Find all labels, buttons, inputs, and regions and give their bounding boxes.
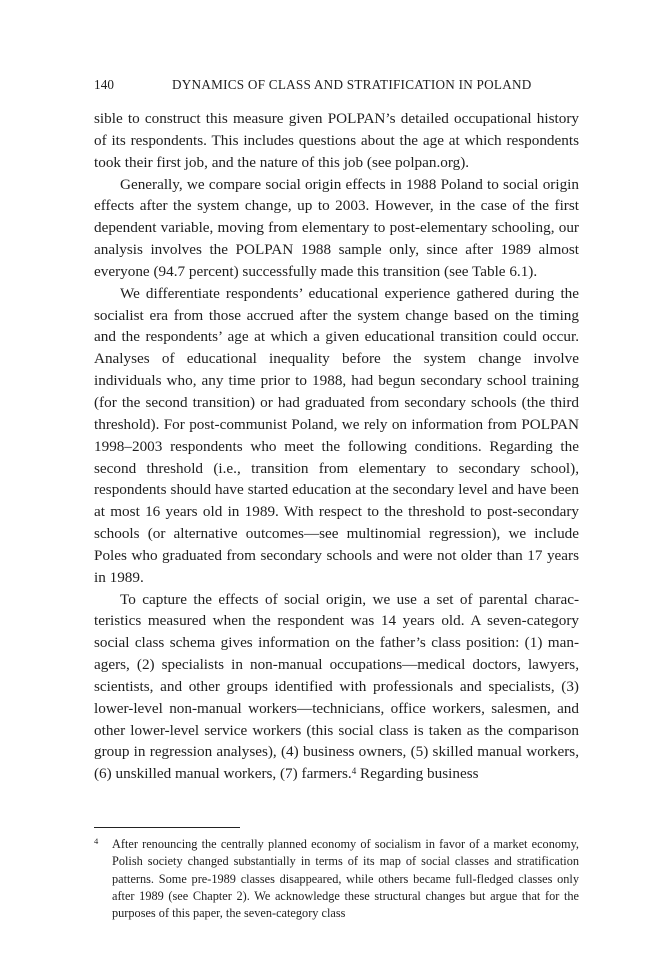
running-title: DYNAMICS OF CLASS AND STRATIFICATION IN POLAND [172, 77, 532, 92]
paragraph-4 [94, 589, 579, 786]
footnote-reference-4: 4 [351, 766, 357, 777]
footnote-marker: 4 [94, 836, 99, 846]
footnote-divider [94, 827, 240, 828]
paragraph-1: sible to construct this measure given POLPAN’s detailed occupational history of its respondents. This includes questions about the age at which respondents took their first job, and the nature of this job (see polpan.org). [94, 110, 579, 171]
page-number: 140 [94, 77, 115, 92]
footnote-4 [94, 836, 579, 922]
footnote-text: After renouncing the centrally planned economy of socialism in favor of a market economy, Polish society changed substantially in terms of its map of social classes and stratification patterns. Some pre-1989 classes disappeared, while others became full-fledged classes only after 1989 (see Chapter 2). We acknowledge these structural changes but argue that for the purposes of this paper, the seven-category class [112, 837, 579, 921]
main-text [94, 108, 579, 785]
paragraph-2: Generally, we compare social origin effects in 1988 Poland to social origin effects after the system change, up to 2003. However, in the case of the first dependent variable, moving from elementary to post-elementary schooling, our analysis involves the POLPAN 1988 sample only, since after 1989 almost everyone (94.7 percent) successfully made this transition (see Table 6.1). [94, 175, 579, 280]
running-header [94, 77, 556, 97]
paragraph-4-text-after: Regarding business [356, 765, 479, 783]
paragraph-3: We differentiate respondents’ educational experience gathered during the socialist era from those accrued after the system change based on the timing and the respondents’ age at which a given educational transition could occur. Analyses of educational inequality before the system change involve individuals who, any time prior to 1988, had begun secondary school training (for the second transition) or had graduated from secondary schools (the third threshold). For post-communist Poland, we rely on information from POLPAN 1998–2003 respondents who meet the following conditions. Regarding the second threshold (i.e., transition from elementary to secondary school), respondents should have started education at the secondary level and have been at most 16 years old in 1989. With respect to the threshold to post-secondary schools (or alternative outcomes—see multinomial regression), we include Poles who graduated from secondary schools and were not older than 17 years in 1989. [94, 284, 579, 586]
paragraph-4-text: To capture the effects of social origin, we use a set of parental characteristics measured when the respondent was 14 years old. A seven-category social class schema gives information on the father’s class position: (1) managers, (2) specialists in non-manual occupations—medical doctors, lawyers, scientists, and other groups identified with professionals and specialists, (3) lower-level non-manual workers—technicians, office workers, salesmen, and other lower-level service workers (this social class is taken as the comparison group in regression analyses), (4) business owners, (5) skilled manual workers, (6) unskilled manual workers, (7) farmers. [94, 590, 579, 783]
